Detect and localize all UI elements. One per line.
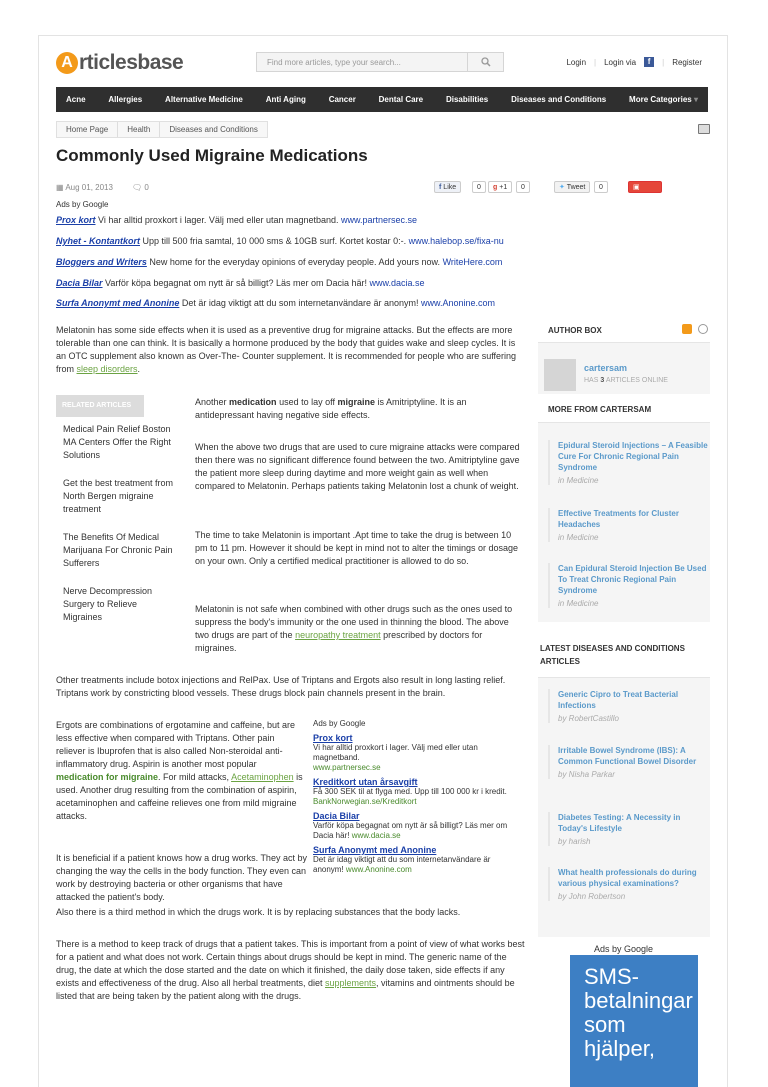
logo[interactable]: [56, 50, 183, 76]
comment-icon: 🗨: [132, 183, 143, 192]
latest-heading: LATEST DISEASES AND CONDITIONS ARTICLES: [540, 644, 685, 666]
related-article-link[interactable]: Nerve Decompression Surgery to Relieve Migraines: [63, 586, 153, 622]
page-title: Commonly Used Migraine Medications: [56, 146, 368, 165]
author-link[interactable]: by Nisha Parkar: [558, 770, 615, 779]
article-paragraph: Melatonin is not safe when combined with other drugs such as the ones used to suppress the body's immunity or the one used in thinning the blood. The above two drugs are part of the neuropathy treatment prescribed by doctors for migraines.: [195, 604, 513, 653]
article-link[interactable]: Generic Cipro to Treat Bacterial Infections: [558, 690, 679, 710]
nav-more-categories[interactable]: More Categories ▾: [629, 95, 698, 104]
related-article-link[interactable]: The Benefits Of Medical Marijuana For Chronic Pain Sufferers: [63, 532, 173, 568]
breadcrumb-item[interactable]: Home Page: [57, 122, 118, 137]
logo-text: rticlesbase: [79, 51, 184, 74]
related-articles: [56, 395, 188, 640]
sms-ad-banner[interactable]: SMS-betalningar som hjälper,: [570, 955, 698, 1087]
article-paragraph: The time to take Melatonin is important .Apt time to take the drug is between 10 pm to 11 pm. However it should be kept in mind not to alter the timings or dosage on your own. Only a certified medical practitioner is allowed to do so.: [195, 530, 519, 566]
facebook-icon[interactable]: f: [644, 57, 654, 67]
article-paragraph: Also there is a third method in which the drugs work. It is by replacing substances that the body lacks.: [56, 907, 461, 917]
author-box-heading: AUTHOR BOX: [548, 326, 602, 335]
ads-label: Ads by Google: [594, 944, 654, 954]
category-link[interactable]: in Medicine: [558, 533, 599, 542]
acetaminophen-link[interactable]: Acetaminophen: [231, 772, 294, 782]
ad-line: Nyhet - Kontantkort Upp till 500 fria samtal, 10 000 sms & 10GB surf. Kortet kostar 0:-. www.halebop.se/fixa-nu: [56, 236, 504, 246]
google-plus-icon: g: [493, 184, 498, 191]
article-paragraph: There is a method to keep track of drugs that a patient takes. This is important from a point of view of what works best for a patient and what does not work. Certain things about drugs should be kept in mind. The generic name of the drug, the date at which the dose started and the date on which it finished, the daily dose taken, side effects if any exists and effectiveness of the drug. Also all herbal treatments, diet supplements, vitamins and ointments should be listed that are being taken by the patient along with the drugs.: [56, 939, 525, 1001]
ad-title[interactable]: Surfa Anonymt med Anonine: [56, 298, 180, 308]
ad-url[interactable]: www.dacia.se: [369, 278, 425, 288]
ad-title[interactable]: Bloggers and Writers: [56, 257, 147, 267]
category-link[interactable]: in Medicine: [558, 476, 599, 485]
author-link[interactable]: by harish: [558, 837, 591, 846]
ad-url[interactable]: BankNorwegian.se/Kreditkort: [313, 797, 417, 806]
publish-date: ▦ Aug 01, 2013: [56, 183, 113, 192]
related-article-link[interactable]: Medical Pain Relief Boston MA Centers Offer the Right Solutions: [63, 424, 171, 460]
comment-count[interactable]: 🗨 0: [132, 183, 149, 192]
ad-line: Dacia Bilar Varför köpa begagnat om nytt är så billigt? Läs mer om Dacia här! www.dacia.se: [56, 278, 425, 288]
ad-title[interactable]: Surfa Anonymt med Anonine: [313, 845, 437, 855]
list-item[interactable]: [548, 440, 708, 485]
ad-url[interactable]: WriteHere.com: [442, 257, 503, 267]
search-icon: [481, 57, 491, 67]
category-nav: [56, 87, 708, 112]
sleep-disorders-link[interactable]: sleep disorders: [76, 364, 138, 374]
article-meta: [56, 181, 690, 202]
ad-url[interactable]: www.partnersec.se: [313, 763, 381, 772]
ad-title[interactable]: Nyhet - Kontantkort: [56, 236, 140, 246]
nav-item[interactable]: Dental Care: [378, 95, 424, 104]
logo-icon: A: [56, 52, 78, 74]
category-link[interactable]: in Medicine: [558, 599, 599, 608]
author-name[interactable]: cartersam: [584, 363, 628, 373]
ad-title[interactable]: Prox kort: [313, 733, 353, 743]
medication-for-migraine-link[interactable]: medication for migraine: [56, 772, 159, 782]
chevron-down-icon: ▾: [693, 95, 698, 104]
list-item[interactable]: [548, 563, 708, 608]
ad-line: Bloggers and Writers New home for the everyday opinions of everyday people. Add yours now. WriteHere.com: [56, 257, 503, 267]
nav-item[interactable]: Anti Aging: [265, 95, 306, 104]
ad-title[interactable]: Kreditkort utan årsavgift: [313, 777, 418, 787]
breadcrumb-item[interactable]: Health: [118, 122, 160, 137]
print-icon[interactable]: [698, 124, 710, 134]
site-header: [56, 48, 708, 80]
author-link[interactable]: by John Robertson: [558, 892, 626, 901]
list-item[interactable]: [548, 508, 708, 542]
ad-url[interactable]: www.partnersec.se: [341, 215, 418, 225]
related-articles-label: RELATED ARTICLES: [56, 395, 144, 417]
rss-icon[interactable]: [682, 324, 692, 334]
ad-url[interactable]: www.Anonine.com: [345, 865, 412, 874]
share-button[interactable]: ▣ Share: [628, 181, 662, 193]
facebook-like-button[interactable]: f Like: [434, 181, 461, 193]
nav-item[interactable]: Allergies: [108, 95, 143, 104]
ads-label: Ads by Google: [56, 200, 109, 209]
article-link[interactable]: Irritable Bowel Syndrome (IBS): A Common Functional Bowel Disorder: [558, 746, 697, 766]
tweet-count: 0: [594, 181, 608, 193]
ad-line: Surfa Anonymt med Anonine Det är idag viktigt att du som internetanvändare är anonym! www.Anonine.com: [56, 298, 496, 308]
ad-title[interactable]: Dacia Bilar: [313, 811, 360, 821]
breadcrumb-item[interactable]: Diseases and Conditions: [169, 125, 258, 134]
chat-icon[interactable]: [698, 324, 708, 334]
ads-label: Ads by Google: [313, 719, 366, 728]
twitter-icon: ✦: [559, 184, 565, 191]
more-from-heading: MORE FROM CARTERSAM: [548, 405, 652, 414]
article-paragraph: Another medication used to lay off migraine is Amitriptyline. It is an antidepressant having negative side effects.: [195, 397, 467, 420]
calendar-icon: ▦: [56, 183, 64, 192]
google-plus-button[interactable]: g +1: [488, 181, 512, 193]
ad-line: Prox kort Vi har alltid proxkort i lager. Välj med eller utan magnetband. www.partnersec.se: [56, 215, 418, 225]
nav-item[interactable]: Cancer: [328, 95, 356, 104]
search-input[interactable]: Find more articles, type your search...: [256, 52, 504, 72]
article-paragraph: Ergots are combinations of ergotamine and caffeine, but are less effective when compared with Triptans. Other pain reliever is Ibuprofen that is also called Non-steroidal anti-inflammatory drug. Aspirin is another most popular medication for migraine. For mild attacks, Acetaminophen is used. Another drug resulting from the combination of aspirin, acetaminophen and caffeine relieves one from mild migraine attacks.: [56, 720, 303, 821]
related-article-link[interactable]: Get the best treatment from North Bergen migraine treatment: [63, 478, 174, 514]
ad-url[interactable]: www.dacia.se: [351, 831, 401, 840]
list-item[interactable]: [548, 812, 708, 846]
nav-item[interactable]: Acne: [66, 95, 86, 104]
article-link[interactable]: Epidural Steroid Injections – A Feasible Cure For Chronic Regional Pain Syndrome: [558, 441, 708, 472]
search-button[interactable]: [467, 53, 503, 71]
author-box: [538, 342, 710, 394]
ad-url[interactable]: www.Anonine.com: [421, 298, 496, 308]
login-link[interactable]: Login: [566, 57, 587, 67]
article-link[interactable]: What health professionals do during various physical examinations?: [558, 868, 697, 888]
supplements-link[interactable]: supplements: [325, 978, 377, 988]
plus-count: 0: [516, 181, 530, 193]
nav-item[interactable]: Alternative Medicine: [165, 95, 243, 104]
article-link[interactable]: Diabetes Testing: A Necessity in Today's Lifestyle: [558, 813, 681, 833]
list-item[interactable]: [548, 689, 708, 723]
login-via-link[interactable]: Login via: [604, 57, 637, 67]
article-paragraph: Melatonin has some side effects when it is used as a preventive drug for migraine attacks. But the effects are more tolerable than one can think. It is basically a hormone produced by the body that guides wake and sleep cycles. It is an OTC supplement also known as Over-The- Counter supplement. It is recommended for people who are suffering from sleep disorders.: [56, 325, 517, 374]
article-paragraph: When the above two drugs that are used to cure migraine attacks were compared then there was no significant difference found between the two. Amitriptyline gave the patient more sleep during daytime and more weight gain as well when compared to Melatonin. Perhaps patients taking Melatonin lost a chunk of weight.: [195, 442, 520, 491]
ad-title[interactable]: Prox kort: [56, 215, 96, 225]
article-link[interactable]: Can Epidural Steroid Injection Be Used To Treat Chronic Regional Pain Syndrome: [558, 564, 707, 595]
share-icon: ▣: [633, 184, 640, 191]
register-link[interactable]: Register: [672, 57, 702, 67]
tweet-button[interactable]: ✦ Tweet: [554, 181, 590, 193]
facebook-icon: f: [439, 184, 442, 191]
nav-item[interactable]: Disabilities: [445, 95, 489, 104]
nav-item[interactable]: Diseases and Conditions: [511, 95, 607, 104]
article-paragraph: It is beneficial if a patient knows how a drug works. They act by changing the way the cells in the body function. They even can work by destroying bacteria or other organisms that have attacked the patient's body.: [56, 853, 307, 902]
list-item[interactable]: [548, 867, 708, 901]
inline-ads: Ads by Google Prox kort Vi har alltid proxkort i lager. Välj med eller utan magnetband. www.partnersec.se Kreditkort utan årsavgift Få 300 SEK til at flyga med. Upp till 100 000 kr i kredit. BankNorwegian.se/Kreditkort Dacia Bilar Varför köpa begagnat om nytt är så billigt? Läs mer om Dacia här! www.dacia.se Surfa Anonymt med Anonine Det är idag viktigt att du som internetanvändare är anonym! www.Anonine.com: [313, 719, 523, 875]
ad-title[interactable]: Dacia Bilar: [56, 278, 103, 288]
account-links: Login | Login via f | Register: [566, 57, 702, 67]
breadcrumb: [56, 121, 268, 138]
avatar[interactable]: [544, 359, 576, 391]
list-item[interactable]: [548, 745, 708, 779]
author-stats: HAS 3 ARTICLES ONLINE: [584, 377, 668, 384]
like-count: 0: [472, 181, 486, 193]
neuropathy-treatment-link[interactable]: neuropathy treatment: [295, 630, 381, 640]
ad-url[interactable]: www.halebop.se/fixa-nu: [408, 236, 504, 246]
article-paragraph: Other treatments include botox injections and RelPax. Use of Triptans and Ergots also result in long lasting relief. Triptans work by constricting blood vessels. These drugs block pain channels present in the brain.: [56, 675, 506, 698]
author-link[interactable]: by RobertCastillo: [558, 714, 619, 723]
article-link[interactable]: Effective Treatments for Cluster Headaches: [558, 509, 679, 529]
